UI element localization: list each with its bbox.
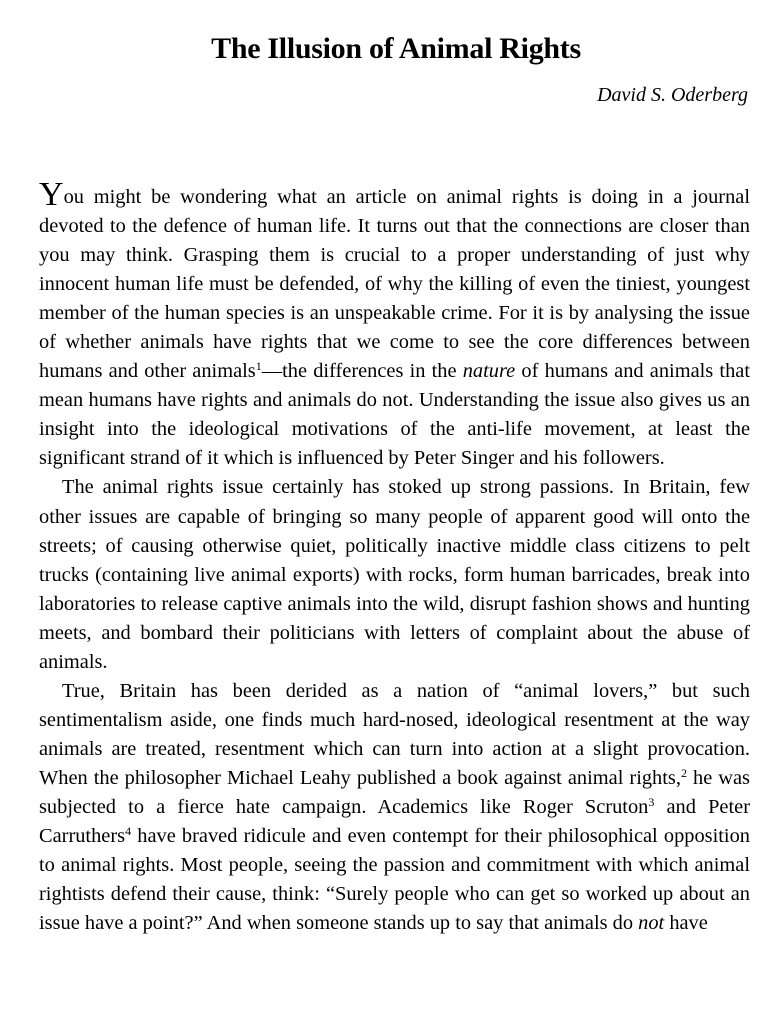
paragraph-3 bbox=[39, 677, 750, 938]
paragraph-1-text-a: ou might be wondering what an article on animal rights is doing in a journal devoted to the defence of human life. It turns out that the connections are closer than you may think. Grasping them is crucial to a proper understanding of just why innocent human life must be defended, of why the killing of even the tiniest, youngest member of the human species is an unspeakable crime. For it is by analysing the issue of whether animals have rights that we come to see the core differences between humans and other animals bbox=[39, 186, 750, 383]
emphasis-not: not bbox=[638, 912, 665, 935]
footnote-ref-2: 2 bbox=[680, 765, 687, 780]
emphasis-nature: nature bbox=[462, 360, 516, 383]
paragraph-3-text-d: have braved ridicule and even contempt for their philosophical opposition to animal rights. Most people, seeing the passion and commitment with which animal rightists defend their cause, think: “Surely people who can get so worked up about an issue have a point?” And when someone stands up to say that animals do bbox=[39, 825, 750, 935]
paragraph-2-text: The animal rights issue certainly has stoked up strong passions. In Britain, few other issues are capable of bringing so many people of apparent good will onto the streets; of causing otherwise quiet, politically inactive middle class citizens to pelt trucks (containing live animal exports) with rocks, form human barricades, break into laboratories to release captive animals into the wild, disrupt fashion shows and hunting meets, and bombard their politicians with letters of complaint about the abuse of animals. bbox=[39, 476, 750, 673]
paragraph-3-text-c: and Peter Carruthers bbox=[39, 795, 750, 848]
paragraph-2 bbox=[39, 473, 750, 676]
drop-cap: Y bbox=[39, 176, 64, 213]
paragraph-1-text-c: of humans and animals that mean humans have rights and animals do not. Understanding the issue also gives us an insight into the ideological motivations of the anti-life movement, at least the significant strand of it which is influenced by Peter Singer and his followers. bbox=[39, 360, 750, 470]
paragraph-1-text-b: —the differences in the bbox=[261, 360, 463, 383]
paragraph-3-text-e: have bbox=[664, 912, 708, 935]
footnote-ref-3: 3 bbox=[648, 794, 655, 809]
article-body bbox=[39, 176, 750, 938]
paragraph-1 bbox=[39, 176, 750, 473]
article-author: David S. Oderberg bbox=[597, 84, 748, 106]
article-title: The Illusion of Animal Rights bbox=[211, 32, 581, 65]
footnote-ref-1: 1 bbox=[255, 359, 262, 374]
footnote-ref-4: 4 bbox=[125, 824, 132, 839]
paragraph-3-text-b: he was subjected to a fierce hate campaign. Academics like Roger Scruton bbox=[39, 766, 750, 818]
paragraph-3-text-a: True, Britain has been derided as a nation of “animal lovers,” but such sentimentalism aside, one finds much hard-nosed, ideological resentment at the way animals are treated, resentment which can turn into action at a slight provocation. When the philosopher Michael Leahy published a book against animal rights, bbox=[39, 679, 750, 789]
